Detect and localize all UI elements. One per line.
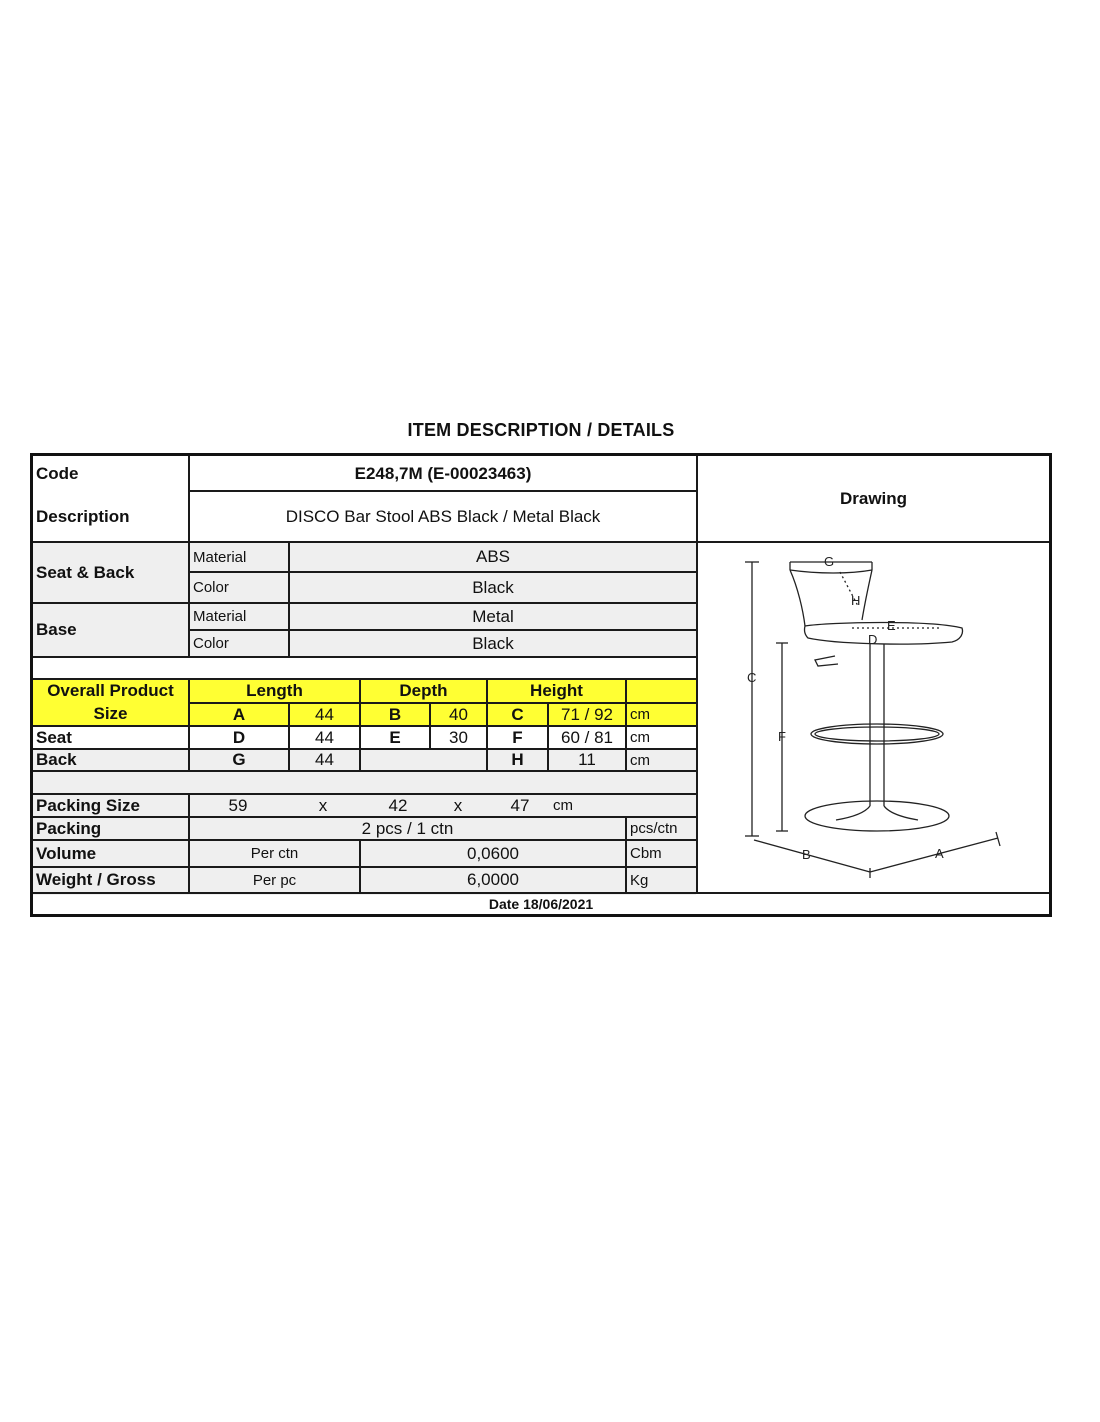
weight-per: Per pc	[252, 871, 297, 889]
overall-unit: cm	[630, 706, 650, 723]
description-value: DISCO Bar Stool ABS Black / Metal Black	[285, 506, 601, 526]
overall-length-letter: A	[232, 704, 246, 724]
back-length-letter: G	[232, 750, 246, 769]
weight-unit: Kg	[630, 871, 649, 889]
overall-depth-letter: B	[388, 704, 402, 724]
overall-height-value: 71 / 92	[561, 704, 613, 724]
code-label: Code	[36, 464, 79, 483]
back-label: Back	[36, 750, 77, 769]
packing-label: Packing	[36, 818, 102, 838]
page-title: ITEM DESCRIPTION / DETAILS	[407, 420, 675, 440]
packing-size-a: 59	[228, 795, 248, 815]
packing-size-x1: x	[318, 795, 328, 815]
overall-size-label-1: Overall Product	[47, 681, 174, 700]
overall-depth-value: 40	[449, 704, 468, 724]
packing-value: 2 pcs / 1 ctn	[361, 818, 454, 838]
seat-height-letter: F	[512, 727, 523, 747]
volume-unit: Cbm	[630, 845, 662, 862]
seat-height-value: 60 / 81	[561, 727, 613, 747]
back-unit: cm	[630, 751, 650, 769]
base-color-label: Color	[193, 635, 229, 652]
packing-size-x2: x	[453, 795, 463, 815]
seat-depth-value: 30	[449, 727, 468, 747]
base-label: Base	[36, 620, 77, 639]
seat-back-material-value: ABS	[475, 547, 511, 566]
weight-label: Weight / Gross	[36, 870, 156, 889]
code-value: E248,7M (E-00023463)	[354, 464, 532, 483]
date-label: Date 18/06/2021	[488, 896, 594, 912]
back-row-shade	[33, 772, 696, 795]
drawing-letter-d: D	[868, 632, 878, 647]
seat-depth-letter: E	[389, 727, 401, 747]
seat-unit: cm	[630, 729, 650, 746]
drawing-letter-b: B	[802, 847, 811, 862]
drawing-letter-g: G	[824, 554, 835, 569]
volume-value: 0,0600	[467, 843, 519, 863]
volume-label: Volume	[36, 843, 97, 863]
drawing-label: Drawing	[839, 488, 908, 508]
seat-back-material-label: Material	[193, 548, 247, 566]
length-header: Length	[246, 681, 303, 700]
seat-length-letter: D	[232, 727, 246, 747]
seat-back-color-value: Black	[472, 577, 514, 597]
overall-length-value: 44	[315, 704, 334, 724]
back-height-letter: H	[511, 750, 524, 769]
base-color-value: Black	[472, 633, 514, 653]
base-material-label: Material	[193, 608, 247, 625]
seat-back-label: Seat & Back	[36, 562, 135, 582]
volume-per: Per ctn	[250, 845, 299, 862]
base-material-value: Metal	[472, 606, 514, 626]
packing-size-label: Packing Size	[36, 795, 140, 815]
height-header: Height	[530, 681, 583, 700]
back-length-value: 44	[315, 750, 334, 769]
drawing-letter-h: H	[851, 593, 861, 608]
drawing-letter-e: E	[887, 618, 896, 633]
overall-size-label-2: Size	[93, 704, 128, 723]
stool-drawing	[740, 548, 1010, 878]
seat-length-value: 44	[315, 727, 334, 747]
packing-size-unit: cm	[553, 797, 573, 814]
depth-header: Depth	[399, 681, 448, 700]
packing-size-c: 47	[510, 795, 530, 815]
weight-value: 6,0000	[467, 870, 519, 889]
packing-unit: pcs/ctn	[630, 820, 678, 837]
drawing-letter-c: C	[747, 670, 757, 685]
overall-height-letter: C	[511, 704, 524, 724]
packing-size-b: 42	[388, 795, 408, 815]
drawing-letter-a: A	[935, 846, 944, 861]
drawing-letter-f: F	[778, 729, 786, 744]
seat-back-color-label: Color	[193, 579, 229, 596]
back-height-value: 11	[578, 750, 596, 769]
seat-label: Seat	[36, 727, 72, 747]
description-label: Description	[36, 506, 130, 526]
